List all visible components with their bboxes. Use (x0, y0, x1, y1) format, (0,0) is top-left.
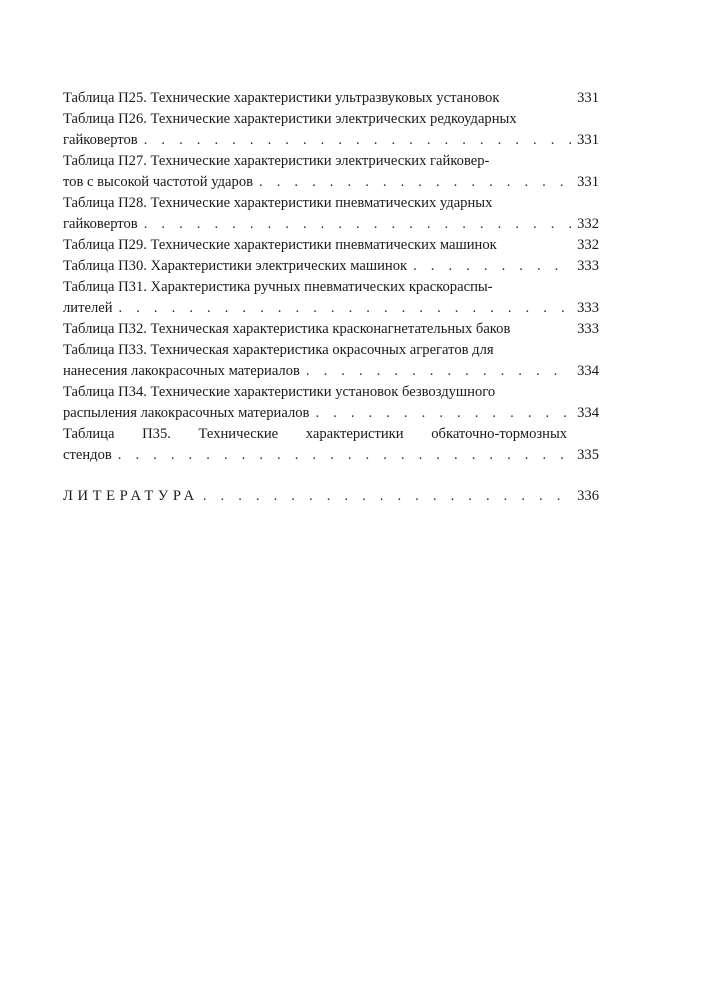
toc-entry-page: 336 (577, 488, 599, 504)
dot-leader (144, 214, 571, 235)
toc-entry-page: 332 (577, 237, 599, 253)
toc-entry-line (63, 193, 599, 214)
toc-entry-page: 333 (577, 258, 599, 274)
toc-entry-line (63, 277, 599, 298)
dot-leader (144, 130, 571, 151)
toc-entry-title-continued: гайковертов (63, 132, 138, 148)
toc-entry-title: Таблица П26. Технические характеристики электрических редкоударных (63, 111, 517, 127)
toc-entry[interactable] (63, 235, 599, 256)
toc-entry-title-continued: нанесения лакокрасочных материалов (63, 363, 300, 379)
dot-leader (119, 298, 571, 319)
toc-entry[interactable] (63, 424, 599, 466)
toc-entry-line (63, 382, 599, 403)
toc-entry-page: 335 (577, 447, 599, 463)
toc-entry-title: Таблица П34. Технические характеристики установок безвоздушного (63, 384, 496, 400)
toc-entry-title: Таблица П28. Технические характеристики пневматических ударных (63, 195, 493, 211)
toc-entry-title-continued: тов с высокой частотой ударов (63, 174, 254, 190)
toc-entry-page: 333 (577, 300, 599, 316)
toc-entry-line (63, 319, 599, 340)
toc-entry-line (63, 109, 599, 130)
dot-leader (413, 256, 571, 277)
toc-entry-title-continued: распыления лакокрасочных материалов (63, 405, 310, 421)
toc-entry-title: Таблица П31. Характеристика ручных пневматических краскораспы- (63, 279, 493, 295)
toc-entry-title: Таблица П29. Технические характеристики пневматических машинок (63, 237, 497, 253)
dot-leader (203, 486, 573, 507)
dot-leader (315, 403, 571, 424)
toc-entry-line (63, 172, 599, 193)
toc-entry-title: Таблица П25. Технические характеристики ультразвуковых установок (63, 90, 500, 106)
toc-entry-page: 331 (577, 132, 599, 148)
toc-entry[interactable] (63, 277, 599, 319)
toc-entry-page: 333 (577, 321, 599, 337)
toc-entry-page: 331 (577, 90, 599, 106)
table-of-contents (63, 88, 599, 507)
toc-entry[interactable] (63, 340, 599, 382)
toc-entry-page: 331 (577, 174, 599, 190)
toc-entry[interactable] (63, 109, 599, 151)
toc-entry-line (63, 151, 599, 172)
toc-entry[interactable] (63, 193, 599, 235)
toc-entry-line (63, 235, 599, 256)
toc-entry-title: Таблица П27. Технические характеристики электрических гайковер- (63, 153, 490, 169)
toc-entry-title: Таблица П30. Характеристики электрических машинок (63, 258, 408, 274)
toc-entry-line (63, 298, 599, 319)
toc-entry-literature[interactable] (63, 486, 599, 507)
toc-entry-line (63, 424, 599, 445)
toc-entry-page: 334 (577, 405, 599, 421)
toc-entry-title: Таблица П35. Технические характеристики обкаточно-тормозных (63, 426, 568, 442)
toc-entry-title: Таблица П32. Техническая характеристика красконагнетательных баков (63, 321, 511, 337)
toc-entry-line (63, 214, 599, 235)
toc-entry-line (63, 88, 599, 109)
toc-entry-line (63, 130, 599, 151)
toc-entry[interactable] (63, 151, 599, 193)
dot-leader (306, 361, 571, 382)
toc-entry-line (63, 403, 599, 424)
toc-entry[interactable] (63, 256, 599, 277)
toc-entry[interactable] (63, 382, 599, 424)
toc-entry-page: 334 (577, 363, 599, 379)
dot-leader (259, 172, 571, 193)
toc-entry-line (63, 445, 599, 466)
toc-entry-title-continued: стендов (63, 447, 112, 463)
literature-title: ЛИТЕРАТУРА (63, 488, 199, 504)
toc-entry[interactable] (63, 88, 599, 109)
toc-entry-line (63, 256, 599, 277)
toc-entry-title-continued: лителей (63, 300, 113, 316)
toc-entry-title: Таблица П33. Техническая характеристика окрасочных агрегатов для (63, 342, 494, 358)
toc-entry-page: 332 (577, 216, 599, 232)
toc-entry-title-continued: гайковертов (63, 216, 138, 232)
toc-entry-line (63, 361, 599, 382)
toc-entry-line (63, 340, 599, 361)
dot-leader (118, 445, 571, 466)
toc-entry[interactable] (63, 319, 599, 340)
